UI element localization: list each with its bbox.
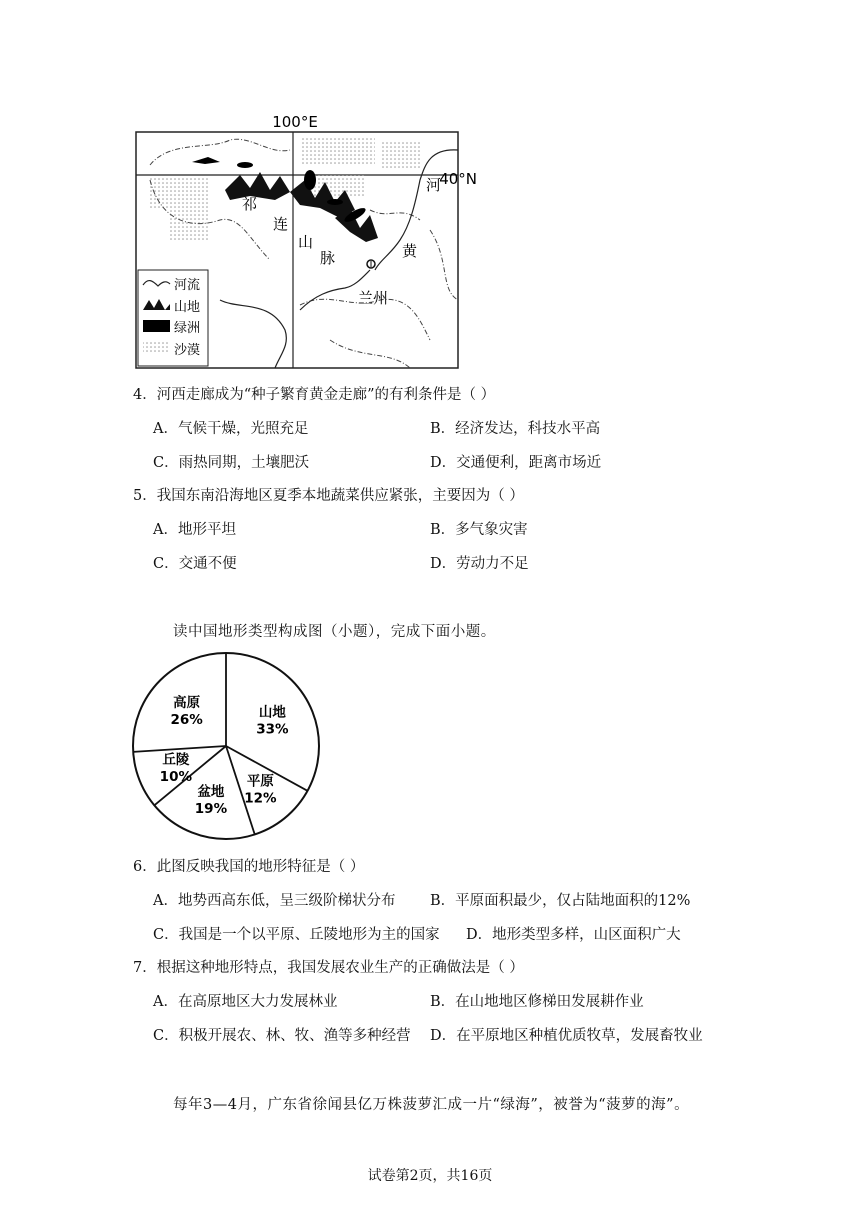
pie-value-2: 19% <box>194 800 228 817</box>
map-figure <box>130 110 480 372</box>
q6-option-b[interactable]: B．平原面积最少，仅占陆地面积的12% <box>430 893 691 909</box>
pie-label-4: 高原 <box>173 695 201 712</box>
q6-option-c[interactable]: C．我国是一个以平原、丘陵地形为主的国家 <box>153 927 440 943</box>
question-7-stem: 7．根据这种地形特点，我国发展农业生产的正确做法是（ ） <box>133 960 524 976</box>
oasis-icon <box>143 320 170 332</box>
pie-label-2: 盆地 <box>197 783 225 800</box>
question-4-stem: 4．河西走廊成为“种子繁育黄金走廊”的有利条件是（ ） <box>133 387 496 403</box>
legend-oasis-label: 绿洲 <box>174 321 201 336</box>
river-char-1: 河 <box>426 176 442 194</box>
q7-option-c[interactable]: C．积极开展农、林、牧、渔等多种经营 <box>153 1028 411 1044</box>
q7-option-a[interactable]: A．在高原地区大力发展林业 <box>153 994 338 1010</box>
q7-option-b[interactable]: B．在山地地区修梯田发展耕作业 <box>430 994 644 1010</box>
pie-svg <box>128 648 328 844</box>
page-footer: 试卷第2页，共16页 <box>367 1168 493 1184</box>
terrain-pie-chart <box>128 648 328 844</box>
legend-desert-label: 沙漠 <box>174 343 201 358</box>
hexi-corridor-map <box>130 110 480 372</box>
q5-option-b[interactable]: B．多气象灾害 <box>430 522 528 538</box>
desert-icon <box>143 342 170 354</box>
legend-mountain-label: 山地 <box>174 300 201 315</box>
q6-option-d[interactable]: D．地形类型多样，山区面积广大 <box>466 927 681 943</box>
map-legend <box>138 270 208 366</box>
mountain-char-4: 脉 <box>320 249 336 267</box>
mountain-char-2: 连 <box>273 215 289 233</box>
pie-value-0: 33% <box>256 721 289 738</box>
q4-option-a[interactable]: A．气候干燥，光照充足 <box>153 421 309 437</box>
pie-label-1: 平原 <box>246 773 274 790</box>
longitude-label: 100°E <box>272 113 318 131</box>
q7-option-d[interactable]: D．在平原地区种植优质牧草，发展畜牧业 <box>430 1028 703 1044</box>
q5-option-a[interactable]: A．地形平坦 <box>153 522 236 538</box>
mountain-char-1: 祁 <box>242 195 258 213</box>
pie-value-4: 26% <box>170 712 203 729</box>
pie-intro-text: 读中国地形类型构成图（小题），完成下面小题。 <box>173 624 496 640</box>
q6-option-a[interactable]: A．地势西高东低，呈三级阶梯状分布 <box>153 893 396 909</box>
question-5-stem: 5．我国东南沿海地区夏季本地蔬菜供应紧张，主要因为（ ） <box>133 488 524 504</box>
latitude-label: 40°N <box>439 170 477 188</box>
pie-value-1: 12% <box>244 790 277 807</box>
q4-option-c[interactable]: C．雨热同期，土壤肥沃 <box>153 455 310 471</box>
pineapple-intro-text: 每年3—4月，广东省徐闻县亿万株菠萝汇成一片“绿海”，被誉为“菠萝的海”。 <box>173 1097 690 1113</box>
q5-option-d[interactable]: D．劳动力不足 <box>430 556 529 572</box>
mountain-char-3: 山 <box>298 233 314 251</box>
question-6-stem: 6．此图反映我国的地形特征是（ ） <box>133 859 365 875</box>
pie-label-0: 山地 <box>258 704 286 721</box>
q5-option-c[interactable]: C．交通不便 <box>153 556 237 572</box>
river-char-2: 黄 <box>402 242 418 260</box>
q4-option-b[interactable]: B．经济发达，科技水平高 <box>430 421 601 437</box>
legend-river-label: 河流 <box>174 278 201 293</box>
city-label: 兰州 <box>358 289 389 307</box>
q4-option-d[interactable]: D．交通便利，距离市场近 <box>430 455 602 471</box>
pie-value-3: 10% <box>159 768 193 785</box>
pie-label-3: 丘陵 <box>162 751 190 768</box>
